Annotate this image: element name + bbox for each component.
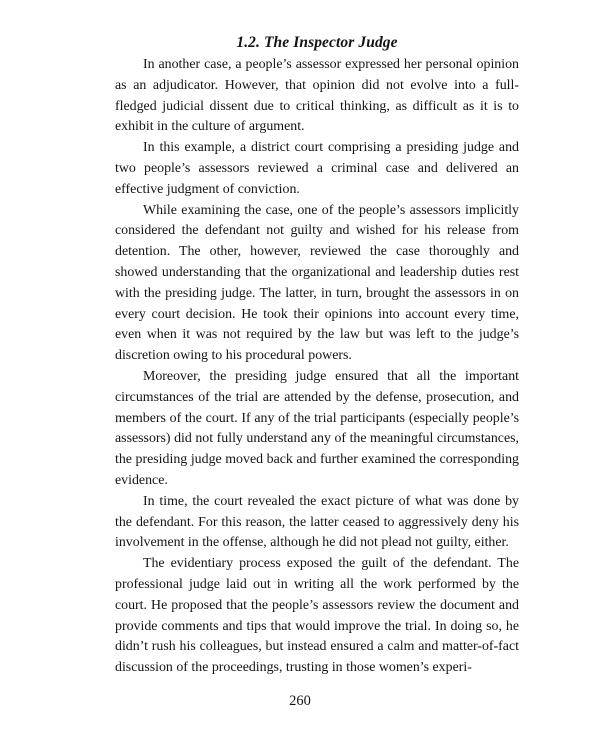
paragraph-6: The evidentiary process exposed the guilt of the defendant. The professional judge laid out in writing all the work performed by the court. He proposed that the people’s assessors review the document and provide comments and tips that would improve the trial. In doing so, he didn’t rush his colleagues, but instead ensured a calm and matter-of-fact discussion of the proceedings, trusting in those women’s experi- xyxy=(115,556,519,676)
section-heading: 1.2. The Inspector Judge xyxy=(236,34,398,51)
page-number: 260 xyxy=(289,693,311,709)
paragraph-5: In time, the court revealed the exact picture of what was done by the defendant. For this reason, the latter ceased to aggressively deny his involvement in the offense, although he did not plead not guilty, either. xyxy=(115,493,519,551)
paragraph-2: In this example, a district court comprising a presiding judge and two people’s assessors reviewed a criminal case and delivered an effective judgment of conviction. xyxy=(115,140,519,197)
paragraph-1: In another case, a people’s assessor expressed her personal opinion as an adjudicator. However, that opinion did not evolve into a full-fledged judicial dissent due to critical thinking, as difficult as it is to exhibit in the culture of argument. xyxy=(115,57,519,135)
paragraph-4: Moreover, the presiding judge ensured that all the important circumstances of the trial are attended by the defense, prosecution, and members of the court. If any of the trial participants (especially people’s assessors) did not fully understand any of the meaningful circumstances, the presiding judge moved back and further examined the corresponding evidence. xyxy=(115,368,519,488)
paragraph-3: While examining the case, one of the people’s assessors implicitly considered the defendant not guilty and wished for his release from detention. The other, however, reviewed the case thoroughly and showed understanding that the organizational and leadership duties rest with the presiding judge. The latter, in turn, brought the assessors in on every court decision. He took their opinions into account every time, even when it was not required by the law but was left to the judge’s discretion owing to his procedural powers. xyxy=(115,202,519,364)
body-text xyxy=(115,33,519,679)
